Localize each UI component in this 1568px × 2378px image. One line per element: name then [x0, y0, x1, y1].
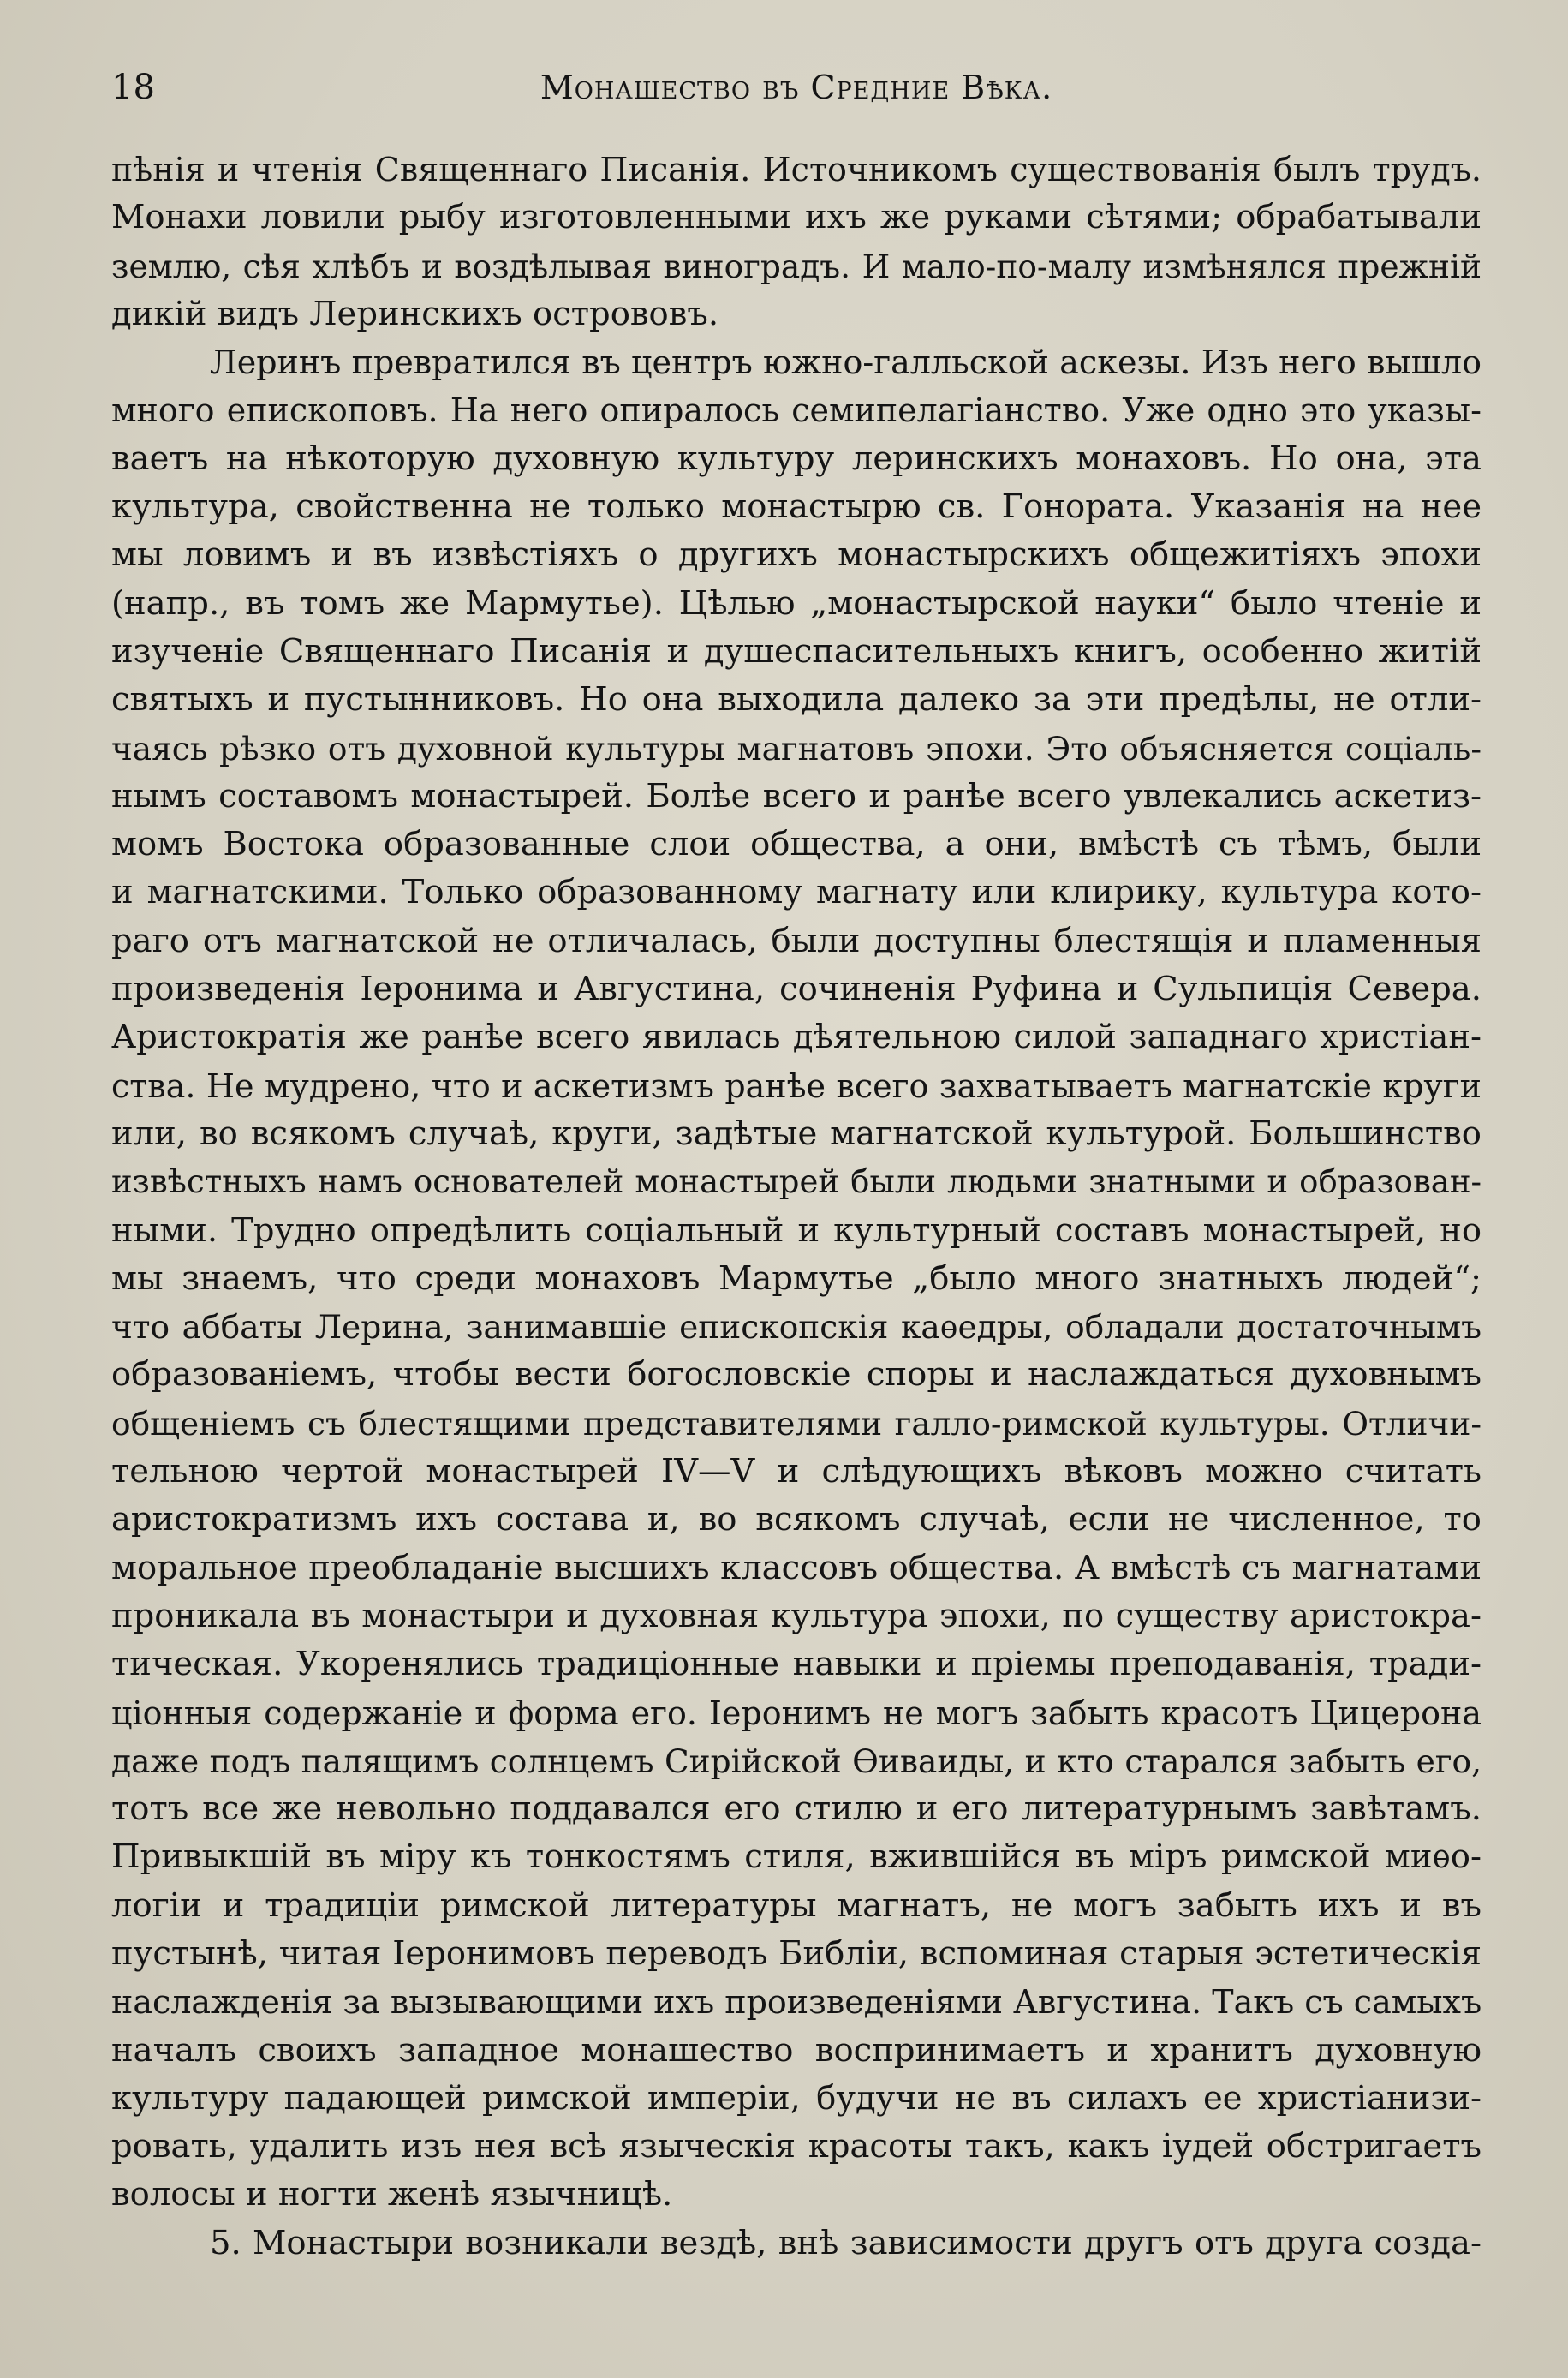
text-line: мы знаемъ, что среди монаховъ Мармутье „было много знатныхъ людей“; — [111, 1258, 1482, 1298]
text-line: культура, свойственна не только монастырю св. Гонората. Указанія на нее — [111, 487, 1482, 527]
text-line: дикій видъ Леринскихъ острововъ. — [111, 294, 719, 333]
text-line: нымъ составомъ монастырей. Болѣе всего и ранѣе всего увлекались аскетиз- — [111, 776, 1482, 816]
text-line: мы ловимъ и въ извѣстіяхъ о другихъ монастырскихъ общежитіяхъ эпохи — [111, 535, 1482, 575]
text-line: раго отъ магнатской не отличалась, были доступны блестящія и пламенныя — [111, 921, 1482, 960]
text-line: 5. Монастыри возникали вездѣ, внѣ зависимости другъ отъ друга созда- — [210, 2223, 1482, 2262]
text-line: святыхъ и пустынниковъ. Но она выходила далеко за эти предѣлы, не отли- — [111, 680, 1482, 720]
text-line: Аристократія же ранѣе всего явилась дѣятельною силой западнаго христіан- — [111, 1018, 1482, 1057]
text-line: Привыкшій въ міру къ тонкостямъ стиля, вжившійся въ міръ римской миѳо- — [111, 1837, 1482, 1877]
page-number: 18 — [111, 68, 155, 107]
text-line: тельною чертой монастырей IV—V и слѣдующихъ вѣковъ можно считать — [111, 1452, 1482, 1491]
text-line: пустынѣ, читая Іеронимовъ переводъ Библіи, вспоминая старыя эстетическія — [111, 1933, 1482, 1973]
text-line: образованіемъ, чтобы вести богословскіе споры и наслаждаться духовнымъ — [111, 1355, 1482, 1395]
text-line: волосы и ногти женѣ язычницѣ. — [111, 2175, 673, 2214]
text-line: и магнатскими. Только образованному магнату или клирику, культура кото- — [111, 873, 1482, 912]
text-line: произведенія Іеронима и Августина, сочиненія Руфина и Сульпиція Севера. — [111, 970, 1482, 1009]
text-line: культуру падающей римской имперіи, будучи не въ силахъ ее христіанизи- — [111, 2078, 1482, 2118]
text-line: проникала въ монастыри и духовная культура эпохи, по существу аристокра- — [111, 1596, 1482, 1635]
text-line: изученіе Священнаго Писанія и душеспасительныхъ книгъ, особенно житій — [111, 631, 1482, 671]
text-line: извѣстныхъ намъ основателей монастырей были людьми знатными и образован- — [111, 1163, 1482, 1201]
text-line: тотъ все же невольно поддавался его стилю и его литературнымъ завѣтамъ. — [111, 1789, 1482, 1829]
body-text — [111, 146, 1482, 2267]
text-line: тическая. Укоренялись традиціонные навыки и пріемы преподаванія, тради- — [111, 1645, 1482, 1684]
text-line: логіи и традиціи римской литературы магнатъ, не могъ забыть ихъ и въ — [111, 1885, 1482, 1925]
text-line: моральное преобладаніе высшихъ классовъ общества. А вмѣстѣ съ магнатами — [111, 1548, 1482, 1587]
text-line: ваетъ на нѣкоторую духовную культуру леринскихъ монаховъ. Но она, эта — [111, 439, 1482, 478]
text-line: аристократизмъ ихъ состава и, во всякомъ случаѣ, если не численное, то — [111, 1500, 1482, 1539]
text-line: общеніемъ съ блестящими представителями галло-римской культуры. Отличи- — [111, 1404, 1482, 1443]
text-line: Леринъ превратился въ центръ южно-галльской аскезы. Изъ него вышло — [210, 344, 1482, 382]
text-line: землю, сѣя хлѣбъ и воздѣлывая виноградъ. И мало-по-малу измѣнялся прежній — [111, 247, 1482, 285]
text-line: ства. Не мудрено, что и аскетизмъ ранѣе всего захватываетъ магнатскіе круги — [111, 1067, 1482, 1105]
text-line: наслажденія за вызывающими ихъ произведеніями Августина. Такъ съ самыхъ — [111, 1983, 1482, 2022]
page-header — [111, 62, 1482, 113]
text-line: чаясь рѣзко отъ духовной культуры магнатовъ эпохи. Это объясняется соціаль- — [111, 729, 1482, 768]
text-line: пѣнія и чтенія Священнаго Писанія. Источникомъ существованія былъ трудъ. — [111, 151, 1482, 188]
text-line: что аббаты Лерина, занимавшіе епископскія каѳедры, обладали достаточнымъ — [111, 1308, 1482, 1347]
text-line: много епископовъ. На него опиралось семипелагіанство. Уже одно это указы- — [111, 391, 1482, 430]
text-line: даже подъ палящимъ солнцемъ Сирійской Ѳиваиды, и кто старался забыть его, — [111, 1742, 1482, 1780]
text-line: или, во всякомъ случаѣ, круги, задѣтые магнатской культурой. Большинство — [111, 1114, 1482, 1153]
running-title: Монашество въ Средние Вѣка. — [540, 69, 1053, 106]
text-line: ціонныя содержаніе и форма его. Іеронимъ не могъ забыть красотъ Цицерона — [111, 1694, 1482, 1732]
text-line: Монахи ловили рыбу изготовленными ихъ же руками сѣтями; обрабатывали — [111, 198, 1482, 237]
text-line: ными. Трудно опредѣлить соціальный и культурный составъ монастырей, но — [111, 1210, 1482, 1250]
text-line: момъ Востока образованные слои общества, а они, вмѣстѣ съ тѣмъ, были — [111, 825, 1482, 864]
text-line: началъ своихъ западное монашество воспринимаетъ и хранитъ духовную — [111, 2030, 1482, 2070]
text-line: (напр., въ томъ же Мармутье). Цѣлью „монастырской науки“ было чтеніе и — [111, 583, 1482, 623]
text-line: ровать, удалить изъ нея всѣ языческія красоты такъ, какъ іудей обстригаетъ — [111, 2127, 1482, 2166]
